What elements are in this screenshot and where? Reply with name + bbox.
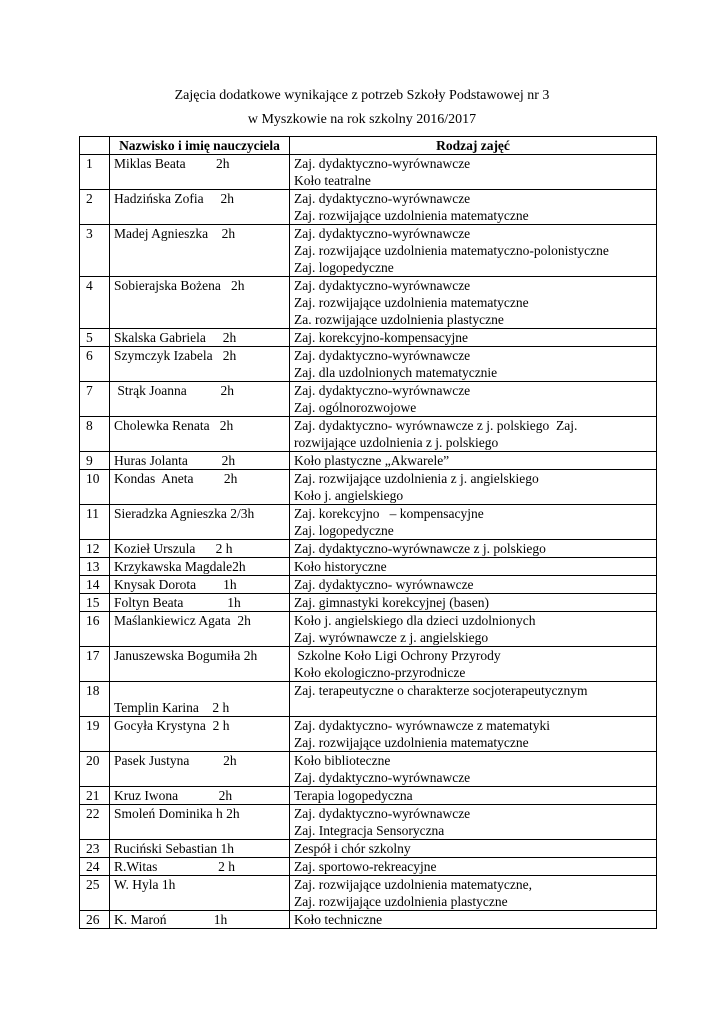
teacher-name: Knysak Dorota 1h xyxy=(110,576,290,594)
table-row xyxy=(80,647,657,682)
activity-cell xyxy=(290,858,657,876)
activity-line: Terapia logopedyczna xyxy=(294,788,413,803)
table-row xyxy=(80,876,657,911)
header-number xyxy=(80,137,110,155)
activity-cell xyxy=(290,155,657,190)
teacher-name: Foltyn Beata 1h xyxy=(110,594,290,612)
table-row xyxy=(80,347,657,382)
activity-cell xyxy=(290,505,657,540)
activity-line: Koło teatralne xyxy=(294,173,371,188)
activity-line: Zaj. dydaktyczno- wyrównawcze xyxy=(294,577,474,592)
table-header-row xyxy=(80,137,657,155)
activity-cell xyxy=(290,225,657,277)
table-row xyxy=(80,155,657,190)
teacher-name: W. Hyla 1h xyxy=(110,876,290,911)
row-number: 20 xyxy=(80,752,110,787)
table-row xyxy=(80,225,657,277)
teacher-name: Strąk Joanna 2h xyxy=(110,382,290,417)
activity-line: Za. rozwijające uzdolnienia plastyczne xyxy=(294,312,504,327)
activity-cell xyxy=(290,647,657,682)
row-number: 9 xyxy=(80,452,110,470)
table-row xyxy=(80,329,657,347)
teacher-name: Pasek Justyna 2h xyxy=(110,752,290,787)
row-number: 17 xyxy=(80,647,110,682)
teacher-name: Kruz Iwona 2h xyxy=(110,787,290,805)
activity-line: Zaj. dydaktyczno-wyrównawcze xyxy=(294,383,471,398)
header-teacher-name: Nazwisko i imię nauczyciela xyxy=(110,137,290,155)
teacher-name: Kondas Aneta 2h xyxy=(110,470,290,505)
table-row xyxy=(80,752,657,787)
teacher-name: Huras Jolanta 2h xyxy=(110,452,290,470)
activity-line: Zaj. dydaktyczno-wyrównawcze xyxy=(294,191,471,206)
row-number: 14 xyxy=(80,576,110,594)
activity-cell xyxy=(290,417,657,452)
activity-cell xyxy=(290,347,657,382)
teacher-name: Kozieł Urszula 2 h xyxy=(110,540,290,558)
activity-line: Zaj. ogólnorozwojowe xyxy=(294,400,417,415)
header-activity-type: Rodzaj zajęć xyxy=(290,137,657,155)
row-number: 18 xyxy=(80,682,110,717)
teacher-name: Templin Karina 2 h xyxy=(110,682,290,717)
row-number: 19 xyxy=(80,717,110,752)
activity-line: Zaj. Integracja Sensoryczna xyxy=(294,823,445,838)
activity-line: Zaj. rozwijające uzdolnienia z j. angielskiego xyxy=(294,471,539,486)
activity-cell xyxy=(290,540,657,558)
table-row xyxy=(80,470,657,505)
activity-cell xyxy=(290,329,657,347)
activity-line: Zaj. dydaktyczno-wyrównawcze xyxy=(294,770,471,785)
teacher-name: Maślankiewicz Agata 2h xyxy=(110,612,290,647)
activity-line: Zaj. korekcyjno-kompensacyjne xyxy=(294,330,468,345)
activity-cell xyxy=(290,717,657,752)
teacher-name: Sobierajska Bożena 2h xyxy=(110,277,290,329)
document-title-line-2: w Myszkowie na rok szkolny 2016/2017 xyxy=(247,112,477,127)
activity-line: Zaj. logopedyczne xyxy=(294,260,394,275)
activity-line: Koło ekologiczno-przyrodnicze xyxy=(294,665,466,680)
activity-line: Koło plastyczne „Akwarele” xyxy=(294,453,450,468)
table-row xyxy=(80,805,657,840)
row-number: 10 xyxy=(80,470,110,505)
table-row xyxy=(80,190,657,225)
teacher-name: Cholewka Renata 2h xyxy=(110,417,290,452)
row-number: 2 xyxy=(80,190,110,225)
activity-line: Zaj. rozwijające uzdolnienia plastyczne xyxy=(294,894,508,909)
table-row xyxy=(80,417,657,452)
document-title-line-1: Zajęcia dodatkowe wynikające z potrzeb Szkoły Podstawowej nr 3 xyxy=(174,88,550,103)
activity-cell xyxy=(290,612,657,647)
activity-line: rozwijające uzdolnienia z j. polskiego xyxy=(294,435,499,450)
table-row xyxy=(80,576,657,594)
table-row xyxy=(80,858,657,876)
activity-line: Koło j. angielskiego xyxy=(294,488,404,503)
teacher-name: Madej Agnieszka 2h xyxy=(110,225,290,277)
activity-cell xyxy=(290,752,657,787)
row-number: 21 xyxy=(80,787,110,805)
table-row xyxy=(80,382,657,417)
activity-cell xyxy=(290,576,657,594)
activity-cell xyxy=(290,787,657,805)
activity-line: Zaj. rozwijające uzdolnienia matematyczno-polonistyczne xyxy=(294,243,609,258)
teacher-name: Skalska Gabriela 2h xyxy=(110,329,290,347)
activity-line: Zespół i chór szkolny xyxy=(294,841,411,856)
row-number: 16 xyxy=(80,612,110,647)
activity-line: Zaj. dydaktyczno-wyrównawcze xyxy=(294,156,471,171)
activity-cell xyxy=(290,558,657,576)
activity-line: Zaj. dydaktyczno-wyrównawcze xyxy=(294,278,471,293)
activity-line: Zaj. rozwijające uzdolnienia matematyczne xyxy=(294,295,529,310)
activity-line: Koło j. angielskiego dla dzieci uzdolnionych xyxy=(294,613,536,628)
activity-cell xyxy=(290,382,657,417)
table-row xyxy=(80,505,657,540)
teacher-name: Szymczyk Izabela 2h xyxy=(110,347,290,382)
activity-line: Zaj. gimnastyki korekcyjnej (basen) xyxy=(294,595,489,610)
teacher-name: Miklas Beata 2h xyxy=(110,155,290,190)
row-number: 1 xyxy=(80,155,110,190)
activity-line: Zaj. dydaktyczno-wyrównawcze xyxy=(294,806,471,821)
activity-cell xyxy=(290,470,657,505)
row-number: 8 xyxy=(80,417,110,452)
activity-line: Szkolne Koło Ligi Ochrony Przyrody xyxy=(294,648,501,663)
activity-line: Zaj. sportowo-rekreacyjne xyxy=(294,859,437,874)
row-number: 4 xyxy=(80,277,110,329)
activity-line: Zaj. terapeutyczne o charakterze socjoterapeutycznym xyxy=(294,683,588,698)
activity-cell xyxy=(290,682,657,717)
table-row xyxy=(80,717,657,752)
row-number: 13 xyxy=(80,558,110,576)
activity-line: Zaj. rozwijające uzdolnienia matematyczne xyxy=(294,735,529,750)
table-row xyxy=(80,594,657,612)
activity-cell xyxy=(290,840,657,858)
activity-cell xyxy=(290,911,657,929)
activity-line: Koło historyczne xyxy=(294,559,387,574)
row-number: 24 xyxy=(80,858,110,876)
teacher-name: Ruciński Sebastian 1h xyxy=(110,840,290,858)
row-number: 25 xyxy=(80,876,110,911)
activity-cell xyxy=(290,594,657,612)
activity-line: Zaj. dydaktyczno- wyrównawcze z matematyki xyxy=(294,718,551,733)
row-number: 15 xyxy=(80,594,110,612)
activity-line: Zaj. korekcyjno – kompensacyjne xyxy=(294,506,484,521)
table-row xyxy=(80,682,657,717)
table-row xyxy=(80,612,657,647)
activity-line: Koło biblioteczne xyxy=(294,753,391,768)
table-row xyxy=(80,558,657,576)
activity-line: Zaj. dydaktyczno-wyrównawcze xyxy=(294,226,471,241)
teacher-name: R.Witas 2 h xyxy=(110,858,290,876)
activity-line: Zaj. dydaktyczno-wyrównawcze z j. polskiego xyxy=(294,541,546,556)
row-number: 12 xyxy=(80,540,110,558)
row-number: 23 xyxy=(80,840,110,858)
activity-cell xyxy=(290,277,657,329)
row-number: 22 xyxy=(80,805,110,840)
row-number: 7 xyxy=(80,382,110,417)
row-number: 11 xyxy=(80,505,110,540)
teacher-name: Gocyła Krystyna 2 h xyxy=(110,717,290,752)
activity-line: Koło techniczne xyxy=(294,912,383,927)
table-row xyxy=(80,787,657,805)
activity-line: Zaj. dla uzdolnionych matematycznie xyxy=(294,365,498,380)
table-row xyxy=(80,911,657,929)
activity-line: Zaj. dydaktyczno-wyrównawcze xyxy=(294,348,471,363)
teacher-name: Hadzińska Zofia 2h xyxy=(110,190,290,225)
row-number: 6 xyxy=(80,347,110,382)
table-row xyxy=(80,277,657,329)
table-row xyxy=(80,452,657,470)
teacher-name: Krzykawska Magdale2h xyxy=(110,558,290,576)
teacher-name: Januszewska Bogumiła 2h xyxy=(110,647,290,682)
activity-line: Zaj. logopedyczne xyxy=(294,523,394,538)
teacher-name: K. Maroń 1h xyxy=(110,911,290,929)
row-number: 3 xyxy=(80,225,110,277)
table-row xyxy=(80,840,657,858)
activity-line: Zaj. wyrównawcze z j. angielskiego xyxy=(294,630,489,645)
activity-cell xyxy=(290,876,657,911)
activity-cell xyxy=(290,452,657,470)
activity-cell xyxy=(290,190,657,225)
activity-line: Zaj. rozwijające uzdolnienia matematyczne, xyxy=(294,877,533,892)
table-row xyxy=(80,540,657,558)
activity-line: Zaj. rozwijające uzdolnienia matematyczne xyxy=(294,208,529,223)
activities-table xyxy=(79,136,657,929)
row-number: 26 xyxy=(80,911,110,929)
teacher-name: Smoleń Dominika h 2h xyxy=(110,805,290,840)
activity-cell xyxy=(290,805,657,840)
activity-line: Zaj. dydaktyczno- wyrównawcze z j. polskiego Zaj. xyxy=(294,418,578,433)
row-number: 5 xyxy=(80,329,110,347)
teacher-name: Sieradzka Agnieszka 2/3h xyxy=(110,505,290,540)
